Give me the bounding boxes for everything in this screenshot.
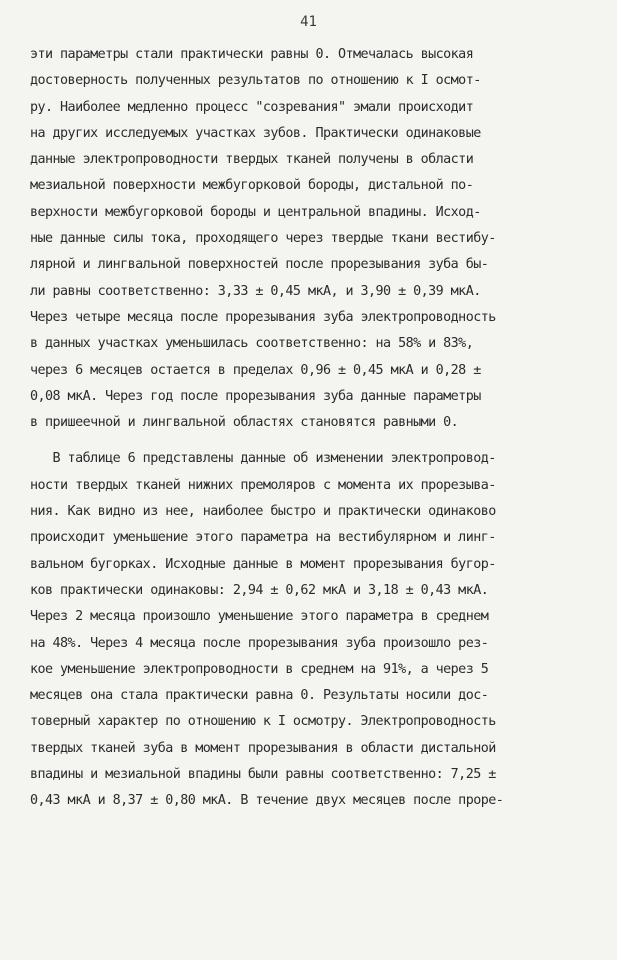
text-line: кое уменьшение электропроводности в среднем на 91%, а через 5 xyxy=(30,661,489,677)
text-line: мезиальной поверхности межбугорковой бороды, дистальной по- xyxy=(30,178,474,194)
body-text xyxy=(30,42,590,815)
text-line: достоверность полученных результатов по отношению к I осмот- xyxy=(30,73,481,89)
text-line: в данных участках уменьшилась соответственно: на 58% и 83%, xyxy=(30,336,474,352)
text-line: ли равны соответственно: 3,33 ± 0,45 мкА, и 3,90 ± 0,39 мкА. xyxy=(30,283,481,299)
text-line: 0,43 мкА и 8,37 ± 0,80 мкА. В течение двух месяцев после проре- xyxy=(30,793,504,809)
text-line: Через 2 месяца произошло уменьшение этого параметра в среднем xyxy=(30,609,489,625)
text-line: впадины и мезиальной впадины были равны соответственно: 7,25 ± xyxy=(30,767,496,783)
paragraph-gap xyxy=(30,436,590,446)
text-line: на 48%. Через 4 месяца после прорезывания зуба произошло рез- xyxy=(30,635,489,651)
paragraph-1 xyxy=(30,42,590,436)
text-line: верхности межбугорковой бороды и центральной впадины. Исход- xyxy=(30,204,481,220)
text-line: эти параметры стали практически равны 0. Отмечалась высокая xyxy=(30,47,474,62)
text-line: В таблице 6 представлены данные об изменении электропровод- xyxy=(30,451,496,467)
text-line: в пришеечной и лингвальной областях становятся равными 0. xyxy=(30,415,459,431)
text-line: данные электропроводности твердых тканей получены в области xyxy=(30,152,474,168)
text-line: ности твердых тканей нижних премоляров с момента их прорезыва- xyxy=(30,477,496,493)
text-line: на других исследуемых участках зубов. Практически одинаковые xyxy=(30,125,481,141)
text-line: ру. Наиболее медленно процесс "созревания" эмали происходит xyxy=(30,99,474,115)
text-line: происходит уменьшение этого параметра на вестибулярном и линг- xyxy=(30,530,496,546)
text-line: месяцев она стала практически равна 0. Результаты носили дос- xyxy=(30,688,489,704)
text-line: ков практически одинаковы: 2,94 ± 0,62 мкА и 3,18 ± 0,43 мкА. xyxy=(30,582,489,598)
text-line: лярной и лингвальной поверхностей после прорезывания зуба бы- xyxy=(30,257,489,273)
text-line: ния. Как видно из нее, наиболее быстро и практически одинаково xyxy=(30,504,496,520)
text-line: товерный характер по отношению к I осмотру. Электропроводность xyxy=(30,714,496,730)
text-line: вальном бугорках. Исходные данные в момент прорезывания бугор- xyxy=(30,556,496,572)
text-line: через 6 месяцев остается в пределах 0,96 ± 0,45 мкА и 0,28 ± xyxy=(30,362,481,378)
text-line: твердых тканей зуба в момент прорезывания в области дистальной xyxy=(30,740,496,756)
paragraph-2 xyxy=(30,446,590,814)
text-line: Через четыре месяца после прорезывания зуба электропроводность xyxy=(30,309,496,325)
page-number: 41 xyxy=(300,14,317,30)
text-line: ные данные силы тока, проходящего через твердые ткани вестибу- xyxy=(30,231,496,247)
text-line: 0,08 мкА. Через год после прорезывания зуба данные параметры xyxy=(30,388,481,404)
